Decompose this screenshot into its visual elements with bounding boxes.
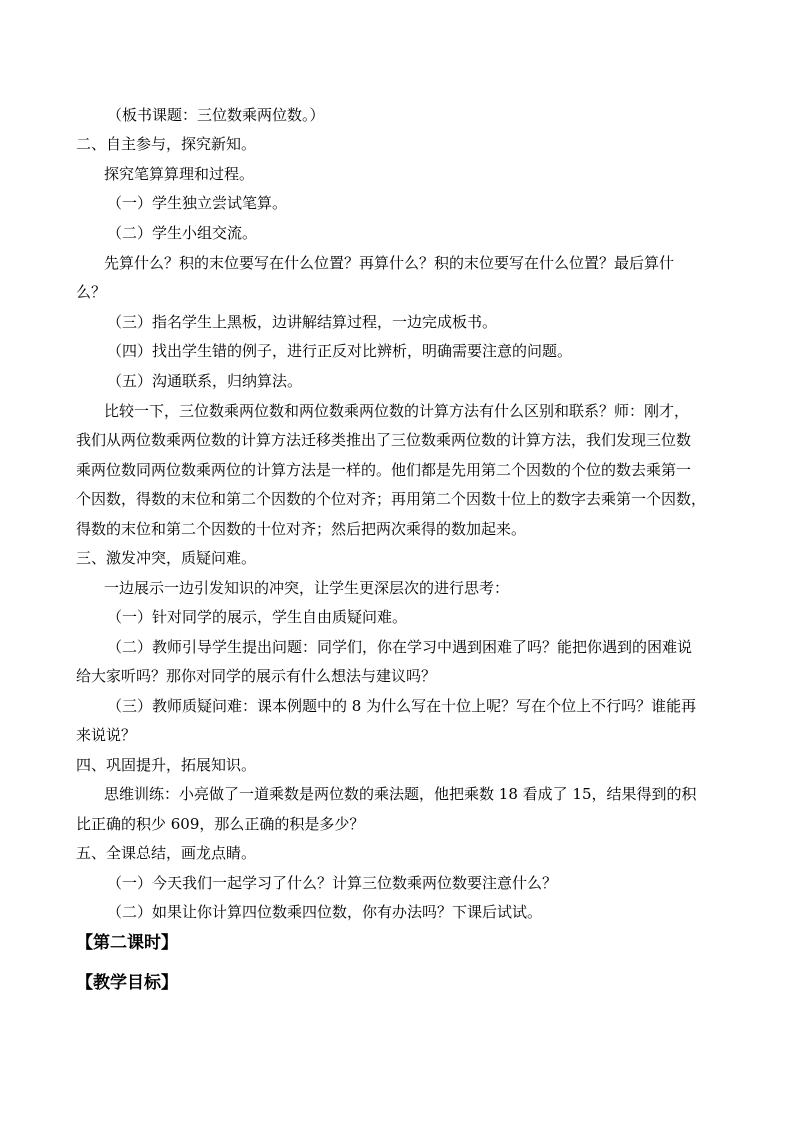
text-line: （二）教师引导学生提出问题：同学们，你在学习中遇到困难了吗？能把你遇到的困难说: [107, 638, 693, 656]
text-line: （一）今天我们一起学习了什么？计算三位数乘两位数要注意什么？: [107, 874, 558, 892]
text-line: 来说说？: [76, 726, 137, 744]
lesson-heading: 【第二课时】: [76, 933, 178, 953]
text-line: （三）指名学生上黑板，边讲解结算过程，一边完成板书。: [107, 313, 498, 331]
section-heading: 五、全课总结，画龙点睛。: [76, 844, 257, 862]
text-line: （五）沟通联系，归纳算法。: [107, 372, 303, 390]
text-line: 先算什么？积的末位要写在什么位置？再算什么？积的末位要写在什么位置？最后算什: [104, 254, 675, 272]
section-heading: 四、巩固提升，拓展知识。: [76, 756, 257, 774]
section-heading: 二、自主参与，探究新知。: [76, 135, 257, 153]
text-line: 一边展示一边引发知识的冲突，让学生更深层次的进行思考：: [104, 579, 510, 597]
text-line: （四）找出学生错的例子，进行正反对比辨析，明确需要注意的问题。: [107, 342, 573, 360]
text-line: 思维训练：小亮做了一道乘数是两位数的乘法题，他把乘数 18 看成了 15，结果得到的积: [104, 785, 697, 803]
text-line: 给大家听吗？那你对同学的展示有什么想法与建议吗？: [76, 667, 437, 685]
objectives-heading: 【教学目标】: [76, 973, 178, 993]
text-line: （一）针对同学的展示，学生自由质疑问难。: [107, 608, 408, 626]
text-line: 比正确的积少 609，那么正确的积是多少？: [76, 815, 365, 833]
text-line: 探究笔算算理和过程。: [104, 165, 255, 183]
text-line: （二）学生小组交流。: [107, 224, 258, 242]
text-line: 个因数，得数的末位和第二个因数的个位对齐；再用第二个因数十位上的数字去乘第一个因数，: [76, 490, 707, 508]
text-line: 乘两位数同两位数乘两位的计算方法是一样的。他们都是先用第二个因数的个位的数去乘第一: [76, 461, 692, 479]
text-line: 么？: [76, 283, 107, 301]
text-line: 比较一下，三位数乘两位数和两位数乘两位数的计算方法有什么区别和联系？师：刚才，: [104, 402, 690, 420]
section-heading: 三、激发冲突，质疑问难。: [76, 549, 257, 567]
text-line: （一）学生独立尝试笔算。: [107, 194, 288, 212]
text-line: 我们从两位数乘两位数的计算方法迁移类推出了三位数乘两位数的计算方法，我们发现三位数: [76, 431, 692, 449]
text-line: （二）如果让你计算四位数乘四位数，你有办法吗？下课后试试。: [107, 903, 543, 921]
text-line: （板书课题：三位数乘两位数。）: [107, 106, 325, 124]
text-line: 得数的末位和第二个因数的十位对齐；然后把两次乘得的数加起来。: [76, 520, 527, 538]
text-line: （三）教师质疑问难：课本例题中的 8 为什么写在十位上呢？写在个位上不行吗？谁能再: [107, 697, 697, 715]
